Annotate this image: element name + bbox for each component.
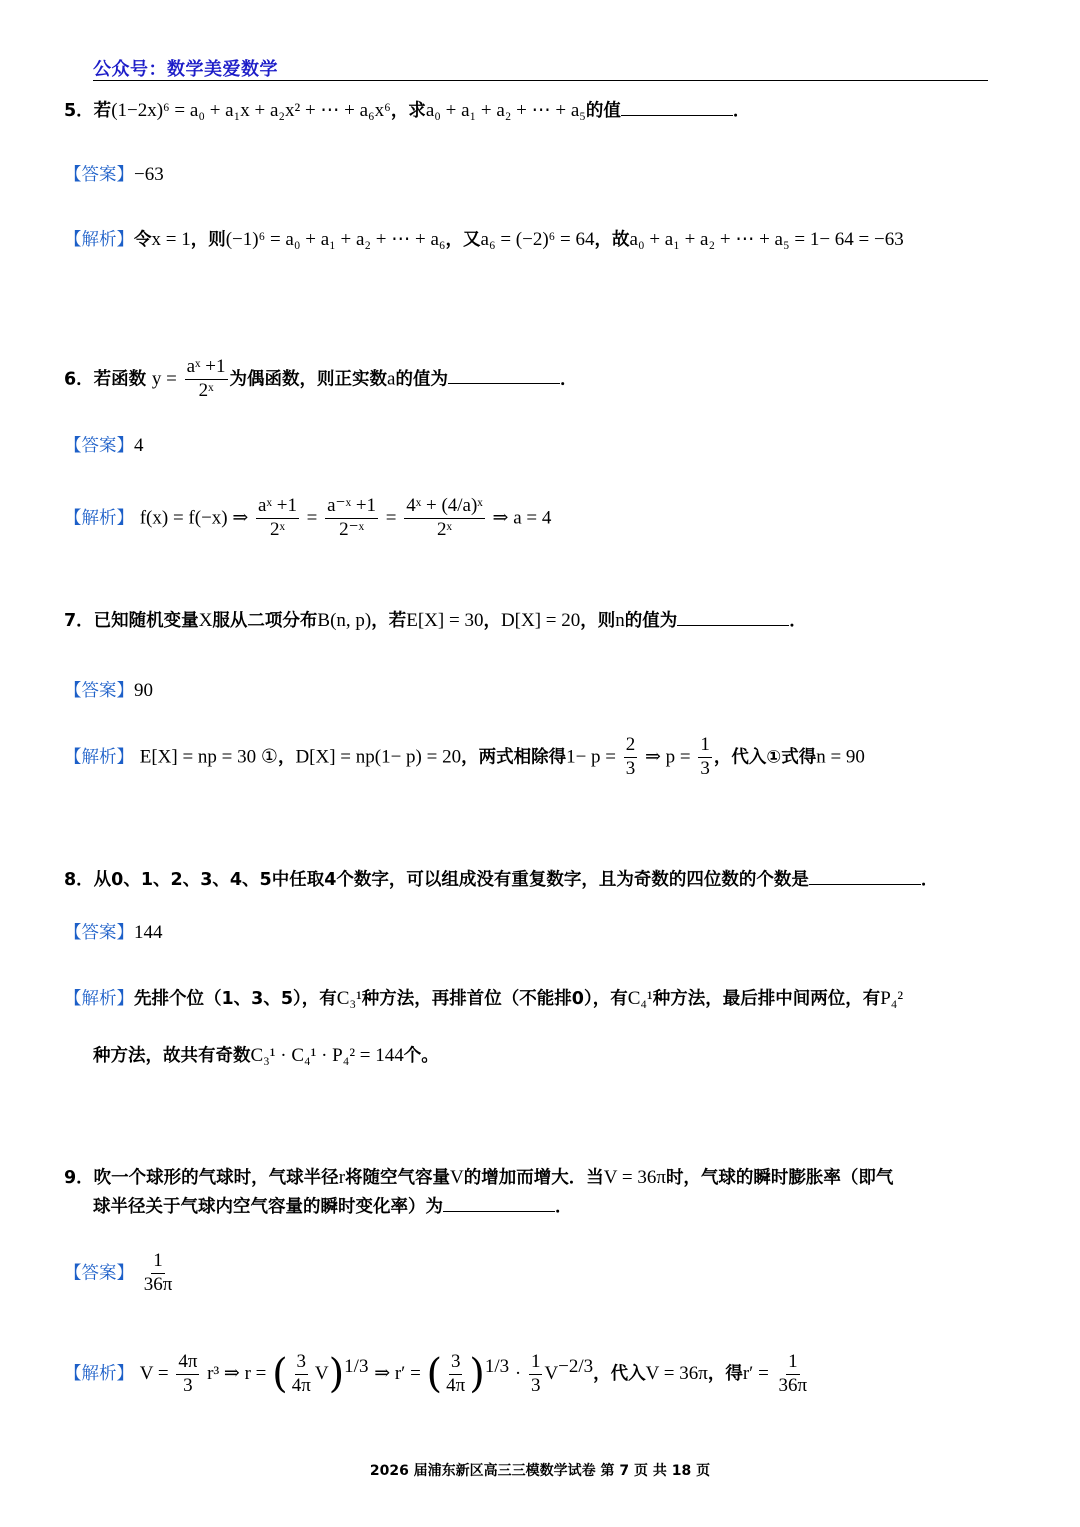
fraction: $\frac{\text{aˣ +1}}{\text{2ˣ}}$ (258, 495, 297, 540)
fraction: $\frac{3}{4\pi}$ (291, 1350, 311, 1396)
problem-8-analysis-line1: 【解析】先排个位（1、3、5），有C₃¹种方法，再排首位（不能排0），有C₄¹种方法，最后排中间两位，有P₄² (64, 988, 904, 1009)
fraction: $\frac{4\pi}{3}$ (178, 1350, 198, 1396)
answer-blank (677, 611, 789, 626)
page-footer: 2026 届浦东新区高三三模数学试卷 第 7 页 共 18 页 (369, 1463, 711, 1479)
problem-8-question: 8．从0、1、2、3、4、5中任取4个数字，可以组成没有重复数字，且为奇数的四位数的个数是 ． (64, 870, 939, 890)
fraction: $\frac{\text{aˣ +1}}{\text{2ˣ}}$ (186, 356, 226, 401)
problem-6-question: 6．若函数 y = $\frac{\text{aˣ +1}}{\text{2ˣ}}$ 为偶函数，则正实数a的值为 ． (64, 356, 578, 401)
fraction: $\frac{1}{36\pi}$ (143, 1250, 173, 1295)
header-title: 公众号：数学美爱数学 (93, 59, 278, 80)
problem-9-question-line1: 9．吹一个球形的气球时，气球半径r将随空气容量V的增加而增大．当V = 36π时，气球的瞬时膨胀率（即气 (64, 1167, 894, 1188)
answer-blank (443, 1197, 555, 1212)
fraction: $\frac{1}{36\pi}$ (778, 1350, 808, 1396)
fraction: $\frac{\text{a⁻ˣ +1}}{\text{2⁻ˣ}}$ (327, 495, 377, 540)
problem-5-question: 5．若(1−2x)⁶ = a₀ + a₁x + a₂x² + ⋯ + a₆x⁶，求a₀ + a₁ + a₂ + ⋯ + a₅的值 ． (64, 100, 751, 121)
fraction: $\frac{3}{4\pi}$ (446, 1350, 466, 1396)
problem-9-analysis: 【解析】 V = $\frac{4\pi}{3}$ r³ ⇒ r = ( $\frac{3}{4\pi}$ V)$^{1/3}$ ⇒ r′ = ( $\frac{3}{4\pi}$ )$^{1/3}$ · $\frac{1}{3}$ $V^{-2/3}$，代入V = 36π，得r′ = $\frac{1}{36\pi}$ (64, 1350, 808, 1397)
problem-7-answer: 【答案】90 (64, 680, 153, 701)
problem-5-analysis: 【解析】令x = 1，则(−1)⁶ = a₀ + a₁ + a₂ + ⋯ + a₆，又a₆ = (−2)⁶ = 64，故a₀ + a₁ + a₂ + ⋯ + a₅ = 1− 64 = −63 (64, 229, 904, 250)
fraction: $\frac{1}{3}$ (700, 734, 710, 779)
problem-8-analysis-line2: 种方法，故共有奇数C₃¹ · C₄¹ · P₄² = 144个。 (93, 1045, 439, 1066)
problem-5-answer: 【答案】−63 (64, 164, 164, 185)
header-divider (93, 80, 988, 81)
problem-9-question-line2: 球半径关于气球内空气容量的瞬时变化率）为 ． (93, 1197, 573, 1217)
problem-7-analysis: 【解析】 E[X] = np = 30 ①，D[X] = np(1− p) = 20，两式相除得1− p = $\frac{2}{3}$ ⇒ p = $\frac{1}{3}$ ，代入①式得n = 90 (64, 734, 865, 779)
fraction: $\frac{2}{3}$ (625, 734, 636, 779)
problem-6-answer: 【答案】4 (64, 435, 144, 456)
answer-blank (448, 369, 560, 384)
problem-8-answer: 【答案】144 (64, 922, 163, 943)
problem-6-analysis: 【解析】 f(x) = f(−x) ⇒ $\frac{\text{aˣ +1}}{\text{2ˣ}}$ = $\frac{\text{a⁻ˣ +1}}{\text{2⁻ˣ}}$ = $\frac{\text{4ˣ + (4/a)ˣ}}{\text{2ˣ}}$ ⇒ a = 4 (64, 495, 552, 540)
answer-blank (809, 870, 921, 885)
problem-9-answer: 【答案】 $\frac{1}{36\pi}$ (64, 1250, 173, 1295)
fraction: $\frac{1}{3}$ (530, 1350, 541, 1396)
answer-blank (621, 101, 733, 116)
problem-7-question: 7．已知随机变量X服从二项分布B(n, p)，若E[X] = 30，D[X] = 20，则n的值为 ． (64, 610, 807, 631)
fraction: $\frac{\text{4ˣ + (4/a)ˣ}}{\text{2ˣ}}$ (406, 495, 483, 540)
